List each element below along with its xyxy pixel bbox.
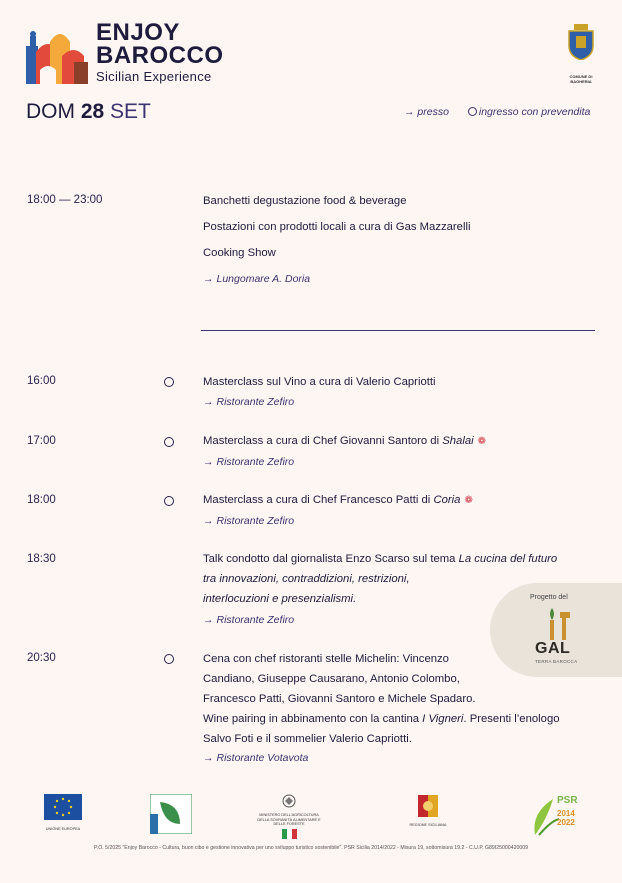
event-title-line3: interlocuzioni e presenzialismi. [203, 593, 357, 605]
event-place [203, 614, 294, 627]
event-date [26, 99, 151, 125]
psr-logo [531, 795, 583, 837]
block1-item-3: Cooking Show [203, 247, 276, 259]
eu-flag-icon [40, 794, 86, 822]
ministry-emblem-icon [254, 794, 324, 808]
restaurant-name: Coria [433, 494, 461, 506]
block1-item-2: Postazioni con prodotti locali a cura di Gas Mazzarelli [203, 221, 471, 233]
prevendita-circle-icon [164, 496, 174, 506]
event-title [203, 431, 486, 452]
date-day: DOM [26, 100, 75, 123]
event-time: 17:00 [27, 435, 56, 447]
brand-title-line1: ENJOY [96, 19, 180, 46]
comune-label: COMUNE DI BAGHERIA [569, 74, 593, 84]
legend [404, 106, 590, 119]
event-title-text: Masterclass a cura di Chef Giovanni Santoro di [203, 435, 443, 447]
event-place-label: Ristorante Zefiro [216, 456, 295, 468]
arrow-right-icon: → [203, 456, 214, 468]
talk-theme: La cucina del futuro [458, 553, 558, 565]
prevendita-circle-icon [164, 437, 174, 447]
event-place-label: Ristorante Zefiro [216, 396, 295, 408]
michelin-star-icon: ❁ [477, 436, 487, 447]
arrow-right-icon: → [203, 515, 214, 527]
prevendita-circle-icon [164, 654, 174, 664]
comune-crest-icon [566, 24, 596, 60]
brand-title-line2: BAROCCO [96, 42, 224, 69]
italy-flag-icon [254, 827, 324, 841]
legend-presso: presso [417, 106, 449, 118]
block1-place-label: Lungomare A. Doria [216, 273, 311, 285]
event-title-line3: Francesco Patti, Giovanni Santoro e Michele Spadaro. [203, 693, 476, 705]
block1-item-1: Banchetti degustazione food & beverage [203, 195, 407, 207]
wine-pairing-text: Wine pairing in abbinamento con la cantina [203, 713, 423, 725]
event-place-label: Ristorante Votavota [216, 752, 309, 764]
event-place-label: Ristorante Zefiro [216, 614, 295, 626]
psr-years: 2014 2022 [557, 809, 575, 827]
event-title [203, 490, 473, 511]
event-place-label: Ristorante Zefiro [216, 515, 295, 527]
footer-funding-text: P.O. 5/2025 "Enjoy Barocco - Cultura, buon cibo e gestione innovativa per uno sviluppo turistico sostenibile". PSR Sicilia 2014/2022 - Misura 19, sottomisura 19.2 - C.U.P. G89I25000420009 [93, 845, 528, 851]
region-caption: REGIONE SICILIANA [409, 823, 447, 827]
event-time: 18:00 [27, 494, 56, 506]
circle-icon [468, 107, 477, 116]
wine-pairing-text-post: . Presenti l’enologo [463, 713, 560, 725]
ministry-logo [254, 794, 324, 846]
event-title-line2: tra innovazioni, contraddizioni, restrizioni, [203, 573, 410, 585]
michelin-star-icon: ❁ [464, 495, 473, 506]
event-title: Masterclass sul Vino a cura di Valerio Capriotti [203, 376, 436, 388]
block1-time: 18:00 — 23:00 [27, 194, 103, 206]
eu-logo [40, 794, 86, 832]
prevendita-circle-icon [164, 377, 174, 387]
event-time: 18:30 [27, 553, 56, 565]
winery-name: I Vigneri [422, 713, 464, 725]
section-divider [201, 330, 595, 331]
arrow-right-icon: → [203, 614, 214, 626]
arrow-right-icon: → [203, 752, 214, 764]
event-title-text: Masterclass a cura di Chef Francesco Patti di [203, 494, 434, 506]
date-number: 28 [80, 100, 105, 123]
event-time: 16:00 [27, 375, 56, 387]
psr-label: PSR [557, 795, 578, 806]
event-place [203, 752, 308, 765]
arrow-right-icon: → [404, 106, 415, 118]
gal-name: GAL [535, 640, 571, 657]
event-title-line4 [203, 709, 560, 729]
event-title-line1: Cena con chef ristoranti stelle Michelin: Vincenzo [203, 653, 449, 665]
legend-prevendita: ingresso con prevendita [478, 106, 591, 118]
sicily-trinacria-icon [388, 794, 468, 818]
restaurant-name: Shalai [442, 435, 474, 447]
talk-intro: Talk condotto dal giornalista Enzo Scarso sul tema [203, 553, 459, 565]
block1-place [203, 273, 310, 286]
gal-figure-icon [546, 606, 574, 640]
leader-logo-icon [150, 794, 192, 834]
date-month: SET [110, 100, 151, 123]
enjoy-barocco-logo-icon [26, 22, 92, 84]
event-place [203, 456, 294, 469]
eu-caption: UNIONE EUROPEA [45, 827, 81, 831]
event-place [203, 515, 294, 528]
ministry-caption: MINISTERO DELL'AGRICOLTURA DELLA SOVRANITÀ ALIMENTARE E DELLE FORESTE [257, 813, 321, 826]
event-title-line2: Candiano, Giuseppe Causarano, Antonio Colombo, [203, 673, 460, 685]
event-time: 20:30 [27, 652, 56, 664]
gal-pre-label: Progetto del [530, 594, 568, 601]
event-place [203, 396, 294, 409]
event-title-line5: Salvo Foti e il sommelier Valerio Capriotti. [203, 733, 412, 745]
arrow-right-icon: → [203, 396, 214, 408]
arrow-right-icon: → [203, 273, 214, 285]
brand-subtitle: Sicilian Experience [96, 69, 212, 84]
gal-subtitle: TERRA BAROCCA [535, 659, 578, 664]
event-title-line1 [203, 549, 557, 569]
region-logo [388, 794, 468, 828]
